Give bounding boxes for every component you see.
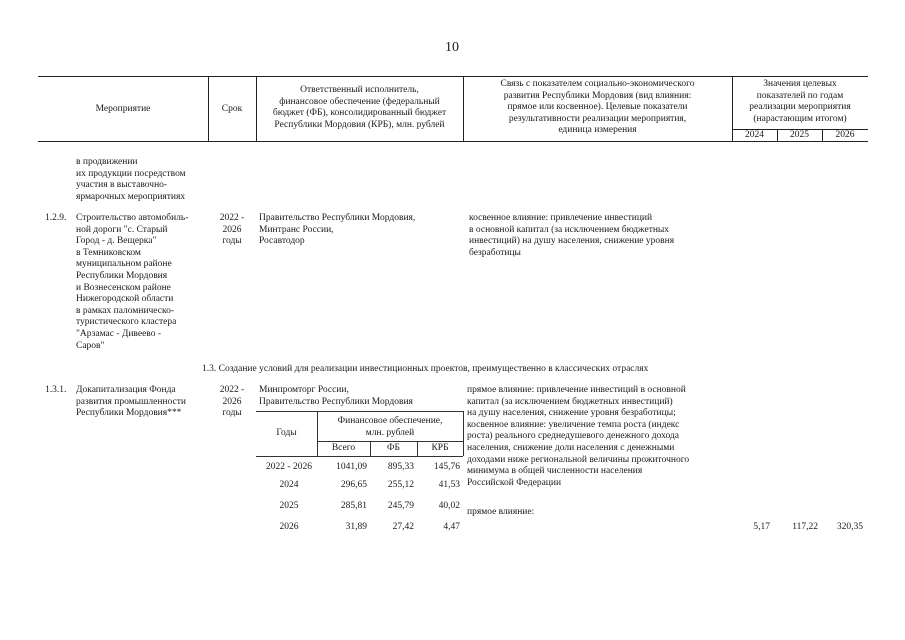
- text-line: развития промышленности: [76, 396, 186, 407]
- text-line: Республики Мордовия***: [76, 408, 182, 419]
- text-line: 2026: [222, 224, 242, 235]
- header-line: единица измерения: [558, 125, 637, 136]
- header-executor: [256, 85, 463, 131]
- text-line: косвенное влияние: увеличение темпа роста (индекс: [467, 419, 680, 430]
- header-line: Значения целевых: [763, 79, 837, 89]
- value-2025: 117,22: [792, 522, 818, 532]
- text-line: годы: [222, 236, 242, 247]
- continuation-text: [76, 157, 186, 203]
- text-line: Строительство автомобиль-: [76, 213, 189, 223]
- finance-total: 285,81: [340, 501, 367, 511]
- text-line: капитал (за исключением бюджетных инвестиций): [467, 396, 673, 407]
- text-line: в рамках паломническо-: [76, 305, 175, 316]
- finance-col-fb: ФБ: [387, 443, 400, 453]
- finance-total: 296,65: [340, 480, 367, 490]
- finance-fb: 895,33: [387, 462, 414, 472]
- text-line: Саров": [76, 340, 105, 351]
- text-line: Финансовое обеспечение,: [337, 416, 443, 426]
- finance-krb: 41,53: [438, 480, 460, 490]
- text-line: косвенное влияние: привлечение инвестиций: [469, 213, 653, 223]
- row-number-1-3-1: 1.3.1.: [45, 385, 67, 395]
- text-line: 2026: [222, 396, 242, 407]
- text-line: 2022 -: [219, 385, 245, 395]
- text-line: годы: [222, 408, 242, 419]
- finance-col-header: [317, 416, 463, 439]
- finance-total: 31,89: [345, 522, 367, 532]
- link-direct-1-3-1: прямое влияние:: [467, 507, 535, 517]
- text-line: безработицы: [469, 247, 521, 258]
- finance-col-krb: КРБ: [431, 443, 449, 453]
- header-year-2024: 2024: [745, 130, 764, 140]
- text-line: их продукции посредством: [76, 168, 186, 179]
- text-line: ной дороги "с. Старый: [76, 224, 168, 235]
- finance-krb: 4,47: [443, 522, 460, 532]
- header-year-2025: 2025: [790, 130, 809, 140]
- text-line: муниципальном районе: [76, 259, 172, 270]
- header-line: реализации мероприятия: [749, 102, 851, 113]
- text-line: Росавтодор: [259, 236, 305, 247]
- finance-year: 2025: [279, 501, 299, 511]
- text-line: Минтранс России,: [259, 224, 334, 235]
- text-line: в основной капитал (за исключением бюджетных: [469, 224, 670, 235]
- text-line: Республики Мордовия: [76, 270, 168, 281]
- text-line: прямое влияние: привлечение инвестиций в основной: [467, 385, 686, 395]
- text-line: населения, снижение доли населения с денежными: [467, 442, 675, 453]
- header-line: (нарастающим итогом): [753, 113, 847, 124]
- finance-krb: 40,02: [438, 501, 460, 511]
- header-line: бюджет (ФБ), консолидированный бюджет: [272, 108, 447, 119]
- term-1-2-9: [212, 213, 252, 248]
- finance-col-total: Всего: [331, 443, 356, 453]
- finance-fb: 27,42: [392, 522, 414, 532]
- text-line: в продвижении: [76, 157, 138, 167]
- finance-fb: 245,79: [387, 501, 414, 511]
- finance-total: 1041,09: [336, 462, 367, 472]
- text-line: Докапитализация Фонда: [76, 385, 176, 395]
- link-1-2-9: [469, 213, 674, 259]
- header-link: [463, 79, 732, 137]
- header-line: результативности реализации мероприятия,: [508, 113, 687, 124]
- text-line: и Вознесенском районе: [76, 282, 171, 293]
- header-term: Срок: [221, 104, 243, 114]
- finance-table-rule: [317, 441, 463, 442]
- text-line: на душу населения, снижение уровня безработицы;: [467, 408, 676, 419]
- text-line: инвестиций) на душу населения, снижение уровня: [469, 236, 675, 247]
- link-1-3-1: [467, 385, 689, 489]
- text-line: ярмарочных мероприятиях: [76, 191, 186, 202]
- header-line: Ответственный исполнитель,: [300, 85, 419, 95]
- text-line: роста) реального среднедушевого денежного дохода: [467, 431, 679, 442]
- header-line: Республики Мордовия (КРБ), млн. рублей: [274, 119, 445, 130]
- finance-year: 2022 - 2026: [266, 462, 312, 472]
- header-line: финансовое обеспечение (федеральный: [279, 96, 440, 107]
- text-line: в Темниковском: [76, 247, 141, 258]
- finance-col-years: Годы: [276, 428, 297, 438]
- header-line: прямое или косвенное). Целевые показатели: [507, 102, 688, 113]
- header-line: развития Республики Мордовия (вид влияния:: [503, 90, 692, 101]
- header-values: [732, 79, 868, 125]
- finance-table-rule: [256, 411, 463, 412]
- finance-fb: 255,12: [387, 480, 414, 490]
- text-line: Минпромторг России,: [259, 385, 349, 395]
- text-line: участия в выставочно-: [76, 180, 168, 191]
- value-2024: 5,17: [753, 522, 770, 532]
- text-line: туристического кластера: [76, 317, 177, 328]
- header-year-2026: 2026: [835, 130, 855, 140]
- header-line: Связь с показателем социально-экономического: [500, 79, 695, 89]
- finance-krb: 145,76: [433, 462, 460, 472]
- finance-table-rule: [463, 411, 464, 456]
- text-line: доходами ниже региональной величины прожиточного: [467, 454, 690, 465]
- page-number: 10: [445, 40, 459, 55]
- event-1-3-1: [76, 385, 186, 420]
- executor-1-3-1: [259, 385, 413, 408]
- finance-year: 2026: [279, 522, 299, 532]
- section-title-1-3: 1.3. Создание условий для реализации инвестиционных проектов, преимущественно в классических отраслях: [202, 364, 649, 374]
- text-line: 2022 -: [219, 213, 245, 223]
- text-line: Город - д. Вещерка": [76, 236, 157, 247]
- executor-1-2-9: [259, 213, 415, 248]
- text-line: млн. рублей: [365, 427, 415, 438]
- term-1-3-1: [212, 385, 252, 420]
- header-top-border: [38, 76, 868, 77]
- header-event: Мероприятие: [95, 104, 151, 114]
- text-line: Правительство Республики Мордовия,: [259, 213, 416, 223]
- row-number-1-2-9: 1.2.9.: [45, 213, 67, 223]
- finance-table-rule: [256, 456, 463, 457]
- event-1-2-9: [76, 213, 188, 352]
- text-line: Российской Федерации: [467, 477, 562, 488]
- text-line: Нижегородской области: [76, 294, 174, 305]
- finance-year: 2024: [279, 480, 299, 490]
- text-line: "Арзамас - Дивеево -: [76, 328, 162, 339]
- text-line: минимума в общей численности населения: [467, 466, 643, 477]
- value-2026: 320,35: [836, 522, 863, 532]
- text-line: Правительство Республики Мордовия: [259, 396, 413, 407]
- header-line: показателей по годам: [756, 90, 844, 101]
